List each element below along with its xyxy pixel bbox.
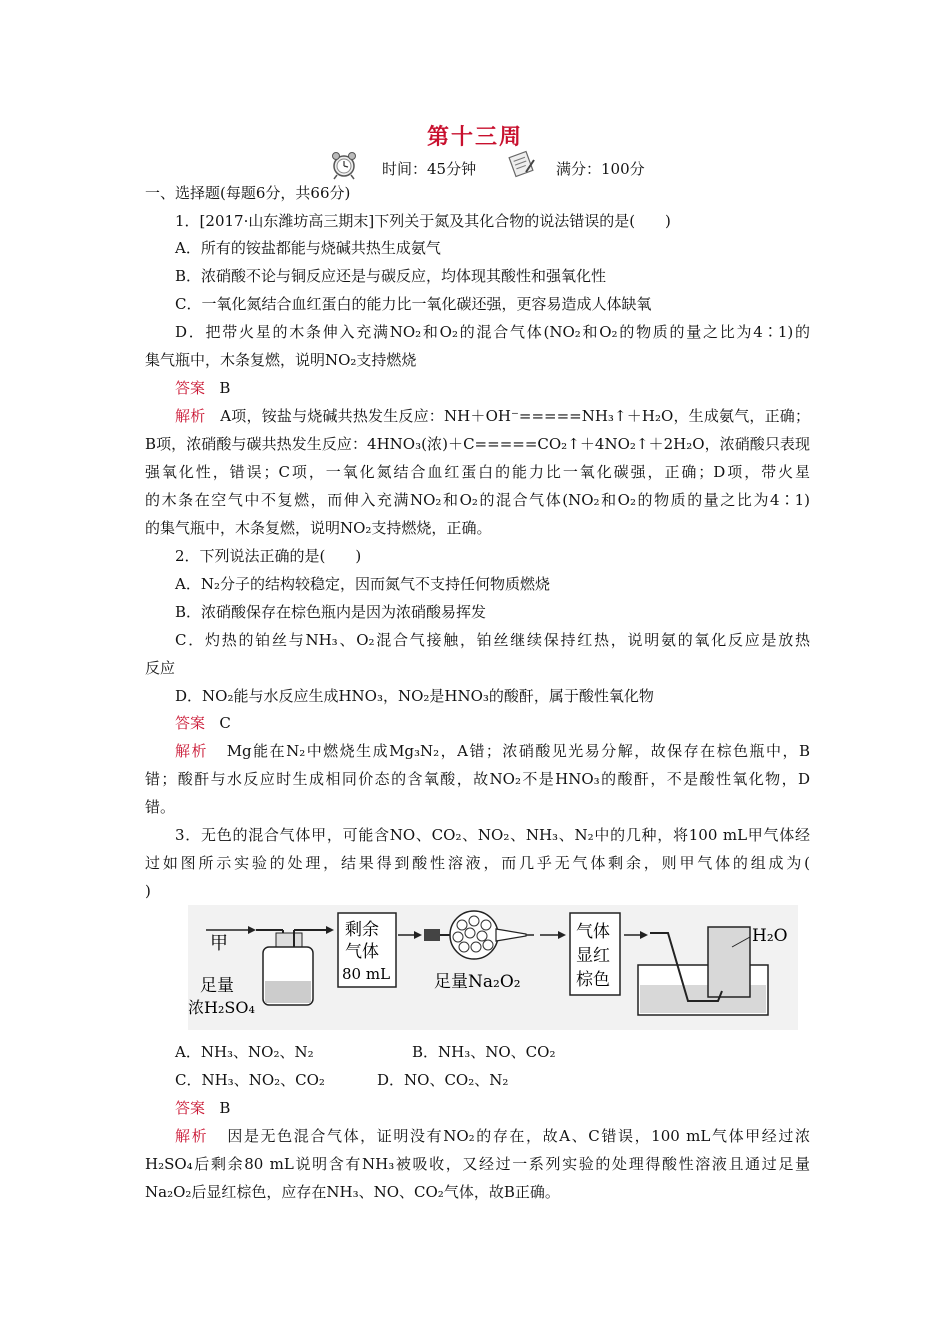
q2-option-c-cont: 反应 — [145, 659, 176, 677]
exam-meta — [330, 150, 690, 184]
q3-option-d: D．NO、CO₂、N₂ — [377, 1071, 509, 1089]
q2-answer — [145, 713, 810, 733]
box1-line3: 80 mL — [342, 965, 391, 983]
analysis-label: 解析 — [175, 742, 208, 760]
q1-analysis-line: 的木条在空气中不复燃，而伸入充满NO₂和O₂的混合气体(NO₂和O₂的物质的量之比为4∶1) — [145, 491, 810, 509]
q3-answer — [145, 1098, 810, 1118]
analysis-label: 解析 — [175, 407, 206, 425]
q3-analysis-line: Na₂O₂后显红棕色，应存在NH₃、NO、CO₂气体，故B正确。 — [145, 1183, 560, 1201]
q3-stem: 3．无色的混合气体甲，可能含NO、CO₂、NO₂、NH₃、N₂中的几种，将100 mL甲气体经 — [175, 826, 810, 844]
q2-analysis-line: 错；酸酐与水反应时生成相同价态的含氧酸，故NO₂不是HNO₃的酸酐，不是酸性氧化物，D — [145, 770, 810, 788]
exam-paper-icon — [506, 150, 536, 178]
q3-stem-cont: ) — [145, 882, 151, 900]
q2-analysis-line — [145, 741, 810, 761]
exam-score: 满分：100分 — [556, 160, 645, 178]
q2-option-b: B．浓硝酸保存在棕色瓶内是因为浓硝酸易挥发 — [175, 603, 487, 621]
na2o2-label: 足量Na₂O₂ — [434, 972, 521, 992]
q2-stem: 2．下列说法正确的是( ) — [175, 547, 362, 565]
answer-label: 答案 — [175, 379, 206, 397]
answer-value: B — [219, 379, 231, 397]
answer-value: B — [219, 1099, 231, 1117]
q1-option-a: A．所有的铵盐都能与烧碱共热生成氨气 — [175, 239, 441, 257]
q3-stem-cont: 过如图所示实验的处理，结果得到酸性溶液，而几乎无气体剩余，则甲气体的组成为( — [145, 854, 810, 872]
answer-value: C — [219, 714, 231, 732]
apparatus-diagram — [188, 905, 798, 1030]
answer-label: 答案 — [175, 714, 206, 732]
box1-line1: 剩余 — [345, 920, 379, 940]
q1-option-d: D．把带火星的木条伸入充满NO₂和O₂的混合气体(NO₂和O₂的物质的量之比为4∶1)的 — [175, 323, 810, 341]
q1-analysis-line: 的集气瓶中，木条复燃，说明NO₂支持燃烧，正确。 — [145, 519, 492, 537]
exam-time: 时间：45分钟 — [382, 160, 477, 178]
acid-formula: 浓H₂SO₄ — [188, 998, 255, 1017]
q3-analysis-line — [145, 1126, 810, 1146]
answer-label: 答案 — [175, 1099, 206, 1117]
page-title: 第十三周 — [426, 124, 523, 150]
section-heading: 一、选择题(每题6分，共66分) — [145, 184, 351, 202]
acid-label: 足量 — [200, 976, 234, 996]
analysis-label: 解析 — [175, 1127, 209, 1145]
q3-option-c: C．NH₃、NO₂、CO₂ — [175, 1071, 325, 1089]
q1-stem: 1．[2017·山东潍坊高三期末]下列关于氮及其化合物的说法错误的是( ) — [175, 212, 671, 230]
q1-analysis-line — [145, 406, 810, 426]
water-label: H₂O — [752, 926, 788, 946]
q2-option-d: D．NO₂能与水反应生成HNO₃，NO₂是HNO₃的酸酐，属于酸性氧化物 — [175, 687, 654, 705]
q3-option-a: A．NH₃、NO₂、N₂ — [175, 1043, 314, 1061]
q1-analysis-line: B项，浓硝酸与碳共热发生反应：4HNO₃(浓)＋C=====CO₂↑＋4NO₂↑＋2H₂O，浓硝酸只表现 — [145, 435, 810, 453]
q3-option-b: B．NH₃、NO、CO₂ — [412, 1043, 556, 1061]
box2-line3: 棕色 — [576, 970, 610, 990]
experiment-apparatus-figure — [188, 905, 798, 1030]
q2-option-c: C．灼热的铂丝与NH₃、O₂混合气接触，铂丝继续保持红热，说明氨的氧化反应是放热 — [175, 631, 810, 649]
q1-analysis-line: 强氧化性，错误；C项，一氧化氮结合血红蛋白的能力比一氧化碳强，正确；D项，带火星 — [145, 463, 810, 481]
box1-line2: 气体 — [345, 942, 379, 962]
q3-analysis-line: H₂SO₄后剩余80 mL说明含有NH₃被吸收，又经过一系列实验的处理得酸性溶液且通过足量 — [145, 1155, 810, 1173]
analysis-text: A项，铵盐与烧碱共热发生反应：NH＋OH⁻=====NH₃↑＋H₂O，生成氨气，正确； — [220, 407, 810, 425]
analysis-text: Mg能在N₂中燃烧生成Mg₃N₂，A错；浓硝酸见光易分解，故保存在棕色瓶中，B — [226, 742, 810, 760]
alarm-clock-icon — [330, 150, 358, 180]
q1-answer — [145, 378, 810, 398]
q2-analysis-line: 错。 — [145, 798, 176, 816]
q1-option-c: C．一氧化氮结合血红蛋白的能力比一氧化碳还强，更容易造成人体缺氧 — [175, 295, 652, 313]
inlet-label: 甲 — [210, 933, 228, 954]
box2-line1: 气体 — [576, 922, 610, 942]
q1-option-b: B．浓硝酸不论与铜反应还是与碳反应，均体现其酸性和强氧化性 — [175, 267, 607, 285]
q1-option-d-cont: 集气瓶中，木条复燃，说明NO₂支持燃烧 — [145, 351, 417, 369]
analysis-text: 因是无色混合气体，证明没有NO₂的存在，故A、C错误，100 mL气体甲经过浓 — [227, 1127, 810, 1145]
box2-line2: 显红 — [576, 946, 610, 966]
q2-option-a: A．N₂分子的结构较稳定，因而氮气不支持任何物质燃烧 — [175, 575, 550, 593]
